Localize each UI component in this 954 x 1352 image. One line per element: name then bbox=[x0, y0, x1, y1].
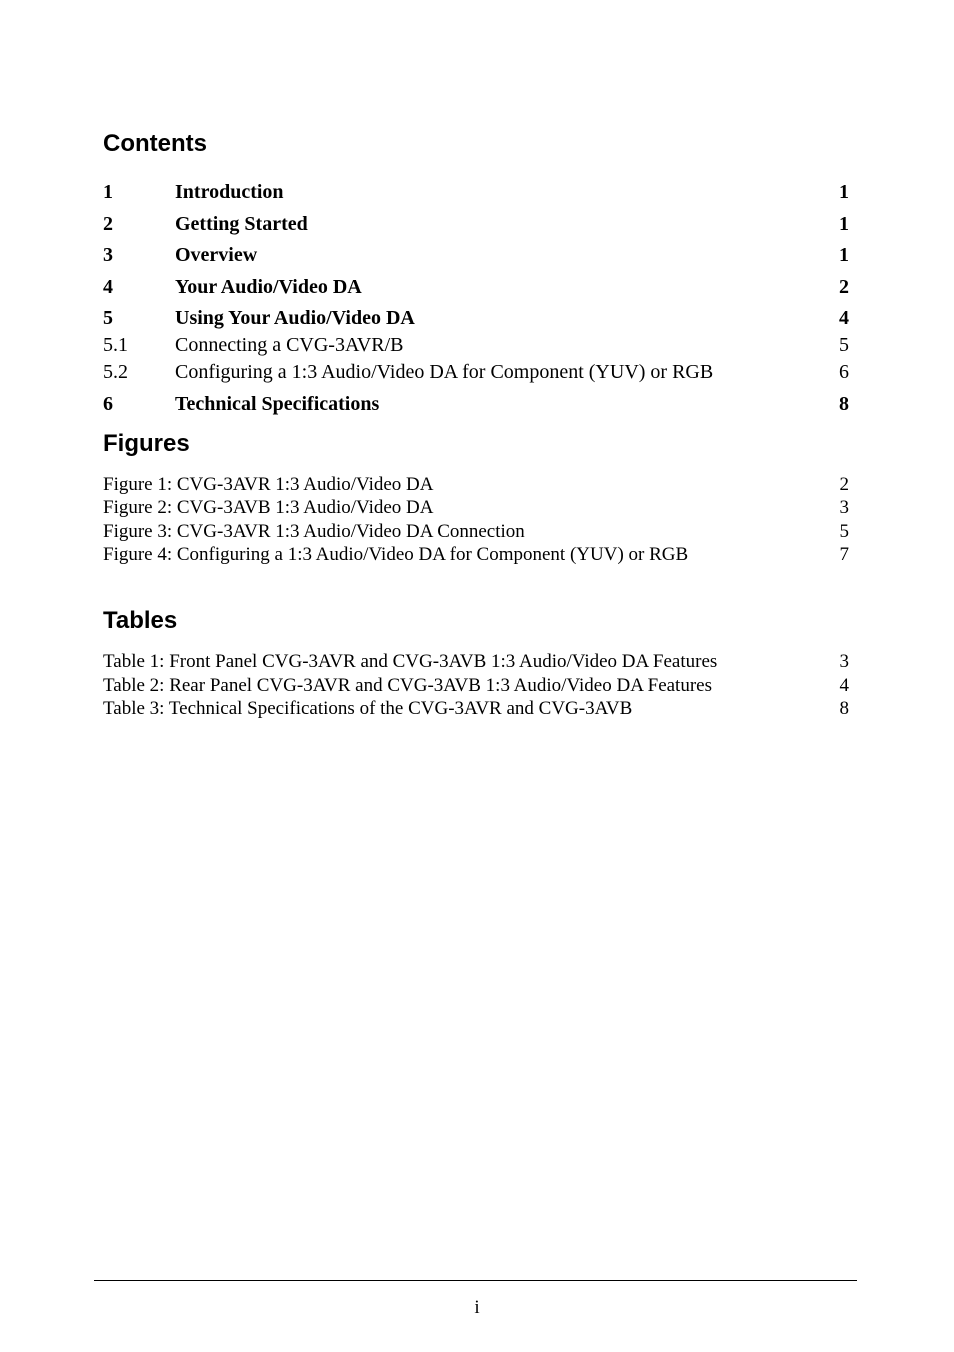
toc-entry[interactable] bbox=[103, 180, 849, 204]
toc-entry-number: 5.2 bbox=[103, 361, 128, 383]
toc-entry-page: 1 bbox=[839, 181, 849, 203]
footer-page-number: i bbox=[474, 1297, 480, 1318]
table-page: 8 bbox=[839, 698, 849, 719]
figure-caption: Figure 2: CVG-3AVB 1:3 Audio/Video DA bbox=[103, 497, 434, 518]
toc-entry-page: 6 bbox=[839, 361, 849, 383]
figure-entry[interactable] bbox=[103, 543, 849, 566]
toc-entry-title: Overview bbox=[175, 244, 258, 266]
toc-entry-number: 5 bbox=[103, 307, 113, 329]
table-entry[interactable] bbox=[103, 697, 849, 720]
toc-subentry[interactable] bbox=[103, 333, 849, 357]
toc-entry[interactable] bbox=[103, 212, 849, 236]
toc-entry-number: 6 bbox=[103, 393, 113, 415]
toc-entry-title: Technical Specifications bbox=[175, 393, 380, 415]
toc-entry-title: Connecting a CVG-3AVR/B bbox=[175, 334, 404, 356]
table-page: 3 bbox=[839, 651, 849, 672]
toc-entry-title: Getting Started bbox=[175, 213, 308, 235]
figure-page: 5 bbox=[839, 521, 849, 542]
toc-entry[interactable] bbox=[103, 392, 849, 416]
toc-entry-title: Introduction bbox=[175, 181, 284, 203]
toc-entry-number: 1 bbox=[103, 181, 113, 203]
toc-entry-page: 1 bbox=[839, 244, 849, 266]
table-entry[interactable] bbox=[103, 650, 849, 673]
footer-divider bbox=[94, 1280, 857, 1281]
figure-caption: Figure 1: CVG-3AVR 1:3 Audio/Video DA bbox=[103, 474, 434, 495]
table-caption: Table 3: Technical Specifications of the CVG-3AVR and CVG-3AVB bbox=[103, 698, 633, 719]
figure-caption: Figure 3: CVG-3AVR 1:3 Audio/Video DA Connection bbox=[103, 521, 525, 542]
figure-entry[interactable] bbox=[103, 496, 849, 519]
figure-page: 3 bbox=[839, 497, 849, 518]
figure-entry[interactable] bbox=[103, 520, 849, 543]
toc-entry-number: 5.1 bbox=[103, 334, 128, 356]
toc-entry-title: Your Audio/Video DA bbox=[175, 276, 362, 298]
toc-subentry[interactable] bbox=[103, 360, 849, 384]
table-caption: Table 1: Front Panel CVG-3AVR and CVG-3AVB 1:3 Audio/Video DA Features bbox=[103, 651, 718, 672]
toc-entry-number: 2 bbox=[103, 213, 113, 235]
tables-heading: Tables bbox=[103, 607, 178, 634]
toc-entry-page: 2 bbox=[839, 276, 849, 298]
toc-entry-page: 8 bbox=[839, 393, 849, 415]
toc-entry-number: 3 bbox=[103, 244, 113, 266]
figure-page: 7 bbox=[839, 544, 849, 565]
toc-entry-page: 5 bbox=[839, 334, 849, 356]
contents-heading: Contents bbox=[103, 130, 207, 157]
figures-heading: Figures bbox=[103, 430, 190, 457]
toc-entry-page: 4 bbox=[839, 307, 849, 329]
figure-entry[interactable] bbox=[103, 473, 849, 496]
figure-page: 2 bbox=[839, 474, 849, 495]
toc-entry-number: 4 bbox=[103, 276, 113, 298]
figure-caption: Figure 4: Configuring a 1:3 Audio/Video DA for Component (YUV) or RGB bbox=[103, 544, 689, 565]
toc-entry[interactable] bbox=[103, 275, 849, 299]
toc-entry[interactable] bbox=[103, 306, 849, 330]
toc-entry-page: 1 bbox=[839, 213, 849, 235]
toc-entry-title: Configuring a 1:3 Audio/Video DA for Component (YUV) or RGB bbox=[175, 361, 714, 383]
table-entry[interactable] bbox=[103, 674, 849, 697]
table-caption: Table 2: Rear Panel CVG-3AVR and CVG-3AVB 1:3 Audio/Video DA Features bbox=[103, 675, 712, 696]
table-page: 4 bbox=[839, 675, 849, 696]
toc-entry[interactable] bbox=[103, 243, 849, 267]
toc-entry-title: Using Your Audio/Video DA bbox=[175, 307, 415, 329]
